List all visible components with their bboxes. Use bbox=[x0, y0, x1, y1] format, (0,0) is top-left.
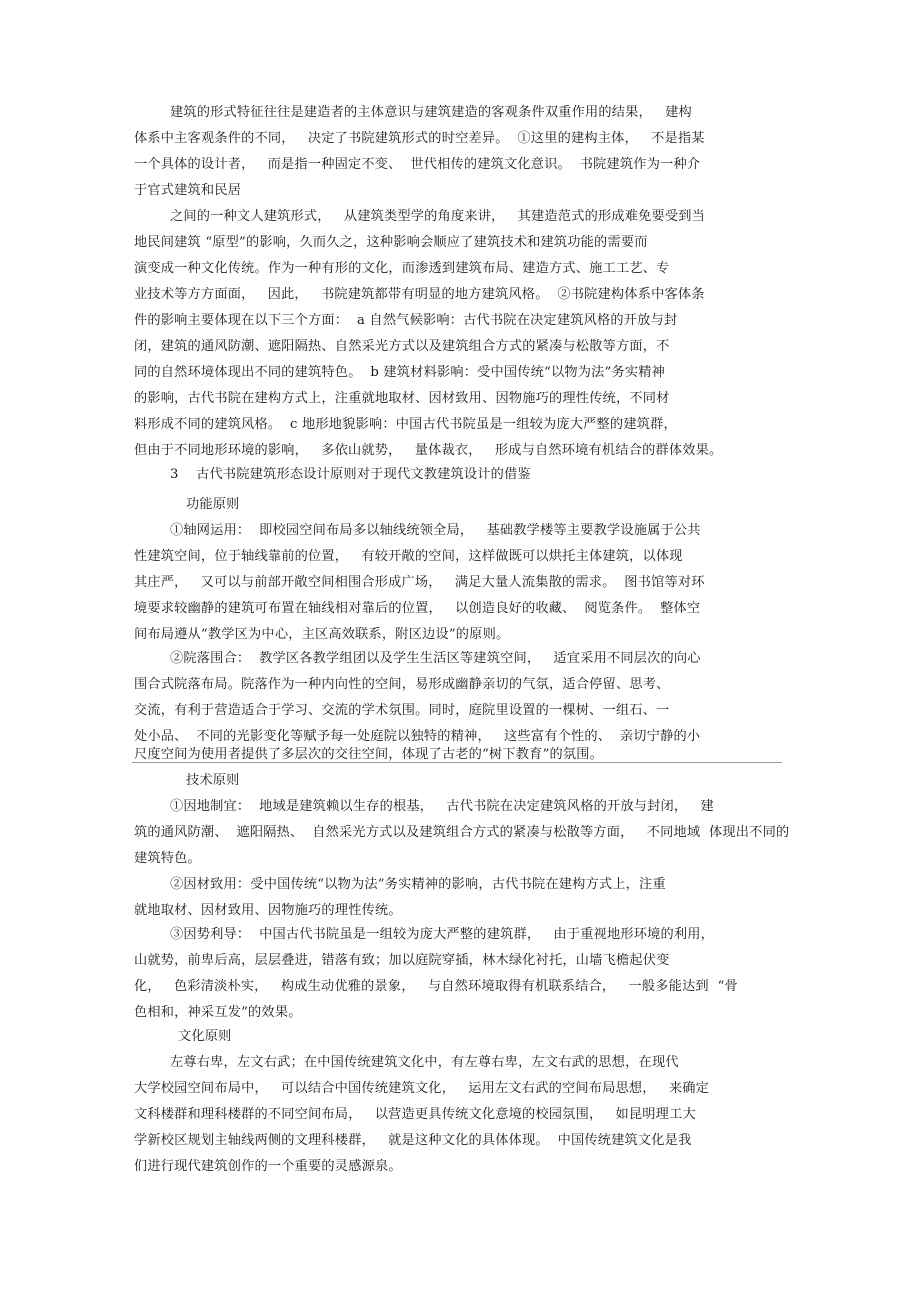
text-line: 但由于不同地形环境的影响， 多依山就势， 量体裁衣， 形成与自然环境有机结合的群体效果。 bbox=[134, 443, 723, 458]
text-line: 闭，建筑的通风防潮、遮阳隔热、自然采光方式以及建筑组合方式的紧凑与松散等方面，不 bbox=[134, 339, 670, 354]
text-line: 筑的通风防潮、 遮阳隔热、 自然采光方式以及建筑组合方式的紧凑与松散等方面， 不同地域 体现出不同的 bbox=[134, 825, 790, 840]
text-line: 大学校园空间布局中， 可以结合中国传统建筑文化， 运用左文右武的空间布局思想， 来确定 bbox=[134, 1081, 710, 1096]
text-line: 左尊右卑，左文右武；在中国传统建筑文化中，有左尊右卑，左文右武的思想，在现代 bbox=[170, 1055, 679, 1070]
text-line: 化， 色彩清淡朴实， 构成生动优雅的景象， 与自然环境取得有机联系结合， 一般多能达到 “骨 bbox=[134, 979, 738, 994]
text-line: 交流，有利于营造适合于学习、交流的学术氛围。同时，庭院里设置的一棵树、一组石、一 bbox=[134, 703, 670, 718]
text-line: ①轴网运用： 即校园空间布局多以轴线统领全局， 基础教学楼等主要教学设施属于公共 bbox=[170, 523, 701, 538]
text-line: 文科楼群和理科楼群的不同空间布局， 以营造更具传统文化意境的校园氛围， 如昆明理工大 bbox=[134, 1107, 696, 1122]
subsection-heading: 技术原则 bbox=[186, 773, 240, 788]
text-line: 演变成一种文化传统。作为一种有形的文化，而渗透到建筑布局、建造方式、施工工艺、专 bbox=[134, 261, 670, 276]
text-line: 们进行现代建筑创作的一个重要的灵感源泉。 bbox=[134, 1159, 402, 1174]
text-line: 业技术等方方面面， 因此， 书院建筑都带有明显的地方建筑风格。 ②书院建构体系中客体条 bbox=[134, 287, 705, 302]
text-line: 的影响，古代书院在建构方式上，注重就地取材、因材致用、因物施巧的理性传统，不同材 bbox=[134, 391, 670, 406]
text-line: 料形成不同的建筑风格。 c 地形地貌影响：中国古代书院虽是一组较为庞大严整的建筑群， bbox=[134, 417, 677, 432]
text-line: ①因地制宜： 地域是建筑赖以生存的根基， 古代书院在决定建筑风格的开放与封闭， 建 bbox=[170, 799, 714, 814]
text-line: 建筑的形式特征往往是建造者的主体意识与建筑建造的客观条件双重作用的结果， 建构 bbox=[170, 105, 692, 120]
text-line: 于官式建筑和民居 bbox=[134, 183, 242, 198]
text-line: 围合式院落布局。院落作为一种内向性的空间，易形成幽静亲切的气氛，适合停留、思考、 bbox=[134, 677, 670, 692]
text-line: 山就势，前卑后高，层层叠进，错落有致；加以庭院穿插，林木绿化衬托，山墙飞檐起伏变 bbox=[134, 953, 670, 968]
text-line: 一个具体的设计者， 而是指一种固定不变、 世代相传的建筑文化意识。 书院建筑作为一种介 bbox=[134, 157, 701, 172]
text-line: 体系中主客观条件的不同， 决定了书院建筑形式的时空差异。 ①这里的建构主体， 不是指某 bbox=[134, 131, 705, 146]
text-line: 处小品、 不同的光影变化等赋予每一处庭院以独特的精神， 这些富有个性的、 亲切宁静的小 bbox=[134, 729, 701, 744]
text-line: 就地取材、因材致用、因物施巧的理性传统。 bbox=[134, 903, 402, 918]
text-line: 性建筑空间，位于轴线靠前的位置， 有较开敞的空间，这样做既可以烘托主体建筑，以体现 bbox=[134, 549, 683, 564]
text-line: 尺度空间为使用者提供了多层次的交往空间，体现了古老的“树下教育”的氛围。 bbox=[134, 747, 604, 762]
subsection-heading: 文化原则 bbox=[178, 1029, 232, 1044]
text-line: 件的影响主要体现在以下三个方面： a 自然气候影响：古代书院在决定建筑风格的开放与封 bbox=[134, 313, 678, 328]
text-line: 地民间建筑 “原型”的影响，久而久之，这种影响会顺应了建筑技术和建筑功能的需要而 bbox=[134, 235, 648, 250]
text-line: 学新校区规划主轴线两侧的文理科楼群， 就是这种文化的具体体现。 中国传统建筑文化是我 bbox=[134, 1133, 692, 1148]
text-line: 之间的一种文人建筑形式， 从建筑类型学的角度来讲， 其建造范式的形成难免要受到当 bbox=[170, 209, 706, 224]
text-line: ③因势利导： 中国古代书院虽是一组较为庞大严整的建筑群， 由于重视地形环境的利用， bbox=[170, 927, 715, 942]
text-line: ②院落围合： 教学区各教学组团以及学生生活区等建筑空间， 适宜采用不同层次的向心 bbox=[170, 651, 701, 666]
horizontal-rule bbox=[132, 762, 782, 763]
text-line: 其庄严， 又可以与前部开敞空间相围合形成广场， 满足大量人流集散的需求。 图书馆等对环 bbox=[134, 575, 705, 590]
subsection-heading: 功能原则 bbox=[186, 497, 240, 512]
text-line: 建筑特色。 bbox=[134, 851, 201, 866]
text-line: ②因材致用：受中国传统“以物为法”务实精神的影响，古代书院在建构方式上，注重 bbox=[170, 877, 666, 892]
text-line: 同的自然环境体现出不同的建筑特色。 b 建筑材料影响：受中国传统“以物为法”务实精神 bbox=[134, 365, 666, 380]
text-line: 间布局遵从“教学区为中心，主区高效联系，附区边设”的原则。 bbox=[134, 627, 510, 642]
section-heading: 3 古代书院建筑形态设计原则对于现代文教建筑设计的借鉴 bbox=[170, 467, 531, 482]
text-line: 境要求较幽静的建筑可布置在轴线相对靠后的位置， 以创造良好的收藏、 阅览条件。 整体空 bbox=[134, 601, 701, 616]
text-line: 色相和，神采互发”的效果。 bbox=[134, 1005, 302, 1020]
